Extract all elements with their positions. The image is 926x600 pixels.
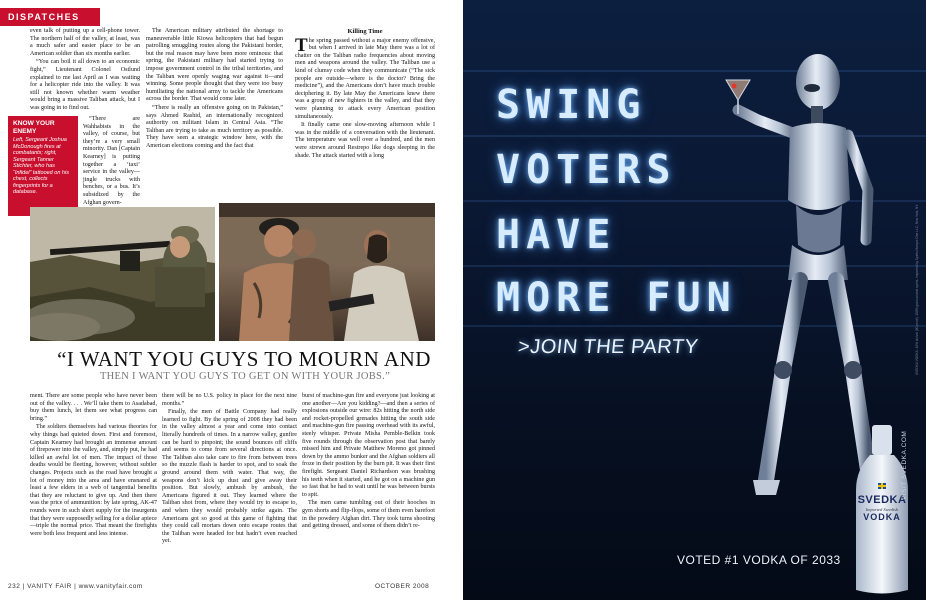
paragraph: The soldiers themselves had various theories for why things had quieted down. First and foremost, Captain Kearney had brought an immense amount of firepower into the valley, and, simply put, he had killed an awful lot of men. The impact of those deaths would be fleeting, however, without subtler changes. Projects such as the road have brought a lot of money into the area and have ensnared at least a few elders in a web of tangential benefits that they are reluctant to give up. And then there was the price of ammunition: by late spring, AK-47 rounds were in such short supply for the insurgents that they were supposedly selling for a dollar apiece—triple the normal price. That meant the firefights were both less frequent and less intense.	[30, 424, 157, 537]
folio-right: OCTOBER 2008	[375, 583, 430, 590]
section-tag: DISPATCHES	[0, 8, 100, 26]
folio-left: 232 | VANITY FAIR | www.vanityfair.com	[8, 583, 143, 590]
vodka-ad-page	[463, 0, 926, 600]
ad-call-to-action: >JOIN THE PARTY	[516, 336, 700, 358]
paragraph: The American military attributed the shortage to maneuverable little Kiowa helicopters that had begun patrolling smuggling routes along the Pakistani border, but the real reason may have been more ominous: that spring, the Pakistani military had started trying to impose government control in the tribal territories, and the Taliban were openly waging war against it—and winning. Some people thought that they were too busy humiliating the national army to tackle the Americans across the border. That would come later.	[146, 28, 283, 103]
bottle-product: VODKA	[863, 512, 901, 522]
ad-headline-line-4: MORE FUN	[496, 275, 737, 321]
ad-tagline: VOTED #1 VODKA OF 2033	[677, 553, 841, 567]
bottle-brand-sub: Imported Swedish	[865, 507, 899, 512]
article-column-1b	[83, 116, 140, 208]
paragraph: “There are Wahhabists in the valley, of course, but they’re a very small minority. Dan [Captain Kearney] is putting together a ‘taxi’ service in the valley—jingle trucks with benches, or a bus. It’s subsidized by the Afghan govern-	[83, 116, 140, 206]
photo-caption	[8, 116, 78, 216]
paragraph: It finally came one slow-moving afternoon while I was in the middle of a conversation with the lieutenant. The temperature was well over a hundred, and the men were strewn around Restrepo like dogs sleeping in the shade. The attack started with a long	[295, 122, 435, 159]
article-column-2	[146, 28, 283, 152]
article-column-b3	[302, 393, 435, 532]
ad-fine-print: SVEDKA VODKA. 40% alc/vol (80 proof). 100% grain neutral spirits. Imported by Spirits Marque One LLC, New York, NY.	[915, 204, 919, 375]
ad-headline-line-3: HAVE	[496, 212, 617, 258]
paragraph: even talk of putting up a cell-phone tower. The northern half of the valley, at least, was a much safer and easier place to be an American soldier than six months earlier.	[30, 28, 140, 57]
paragraph: there will be no U.S. policy in place for the next nine months.”	[162, 393, 297, 407]
bottle-brand: SVEDKA	[857, 494, 907, 506]
photo-tattooed-soldier	[219, 203, 435, 341]
article-column-b1	[30, 393, 157, 539]
paragraph: The spring passed without a major enemy offensive, but when I arrived in late May there was a lot of chatter on the Taliban radio frequencies about moving men and weapons around the valley. The Taliban use a kind of clumsy code when they communicate (“The sick people are outside—where is the doctor? Bring the medicine”), and the Americans don’t have much trouble deciphering it. By late May the Americans knew there was a group of new fighters in the valley, and that they were planning to attack every American position simultaneously.	[295, 34, 435, 120]
pull-quote-sub: THEN I WANT YOU GUYS TO GET ON WITH YOUR JOBS.”	[99, 371, 391, 382]
paragraph: The men came tumbling out of their hooches in gym shorts and flip-flops, some of them even barefoot in the powdery Afghan dirt. They took turns shooting and getting dressed, and some of them didn’t re-	[302, 500, 435, 530]
ad-url: VISIT SVEDKA.COM	[901, 430, 908, 500]
pull-quote-main: “I WANT YOU GUYS TO MOURN AND	[57, 347, 431, 371]
paragraph: “There is really an offensive going on in Pakistan,” says Ahmed Rashid, an internationally recognized authority on militant Islam in Central Asia. “The Taliban are trying to take as much territory as possible. They have seen a strategic window here, with the American elections coming and the fact that	[146, 104, 283, 149]
ad-headline-line-1: SWING	[496, 82, 647, 128]
paragraph: ment. There are some people who have never been out of the valley. . . . We’ll take them to Asadabad, buy them lunch, let them see what progress can bring.”	[30, 393, 157, 422]
article-column-b2	[162, 393, 297, 547]
caption-title: KNOW YOUR ENEMY	[13, 120, 55, 135]
photo-soldier-firing	[30, 207, 215, 341]
ad-headline-line-2: VOTERS	[496, 147, 677, 193]
article-column-3	[295, 28, 435, 161]
paragraph: burst of machine-gun fire and everyone just looking at one another—Are you kidding?—and then a series of explosions outside our wire: 82s hitting the north side and rocket-propelled grenades hitting the south side and machine-gun fire passing overhead with its awful, steely whisper. Private Misha Pemble-Belkin took five rounds through the observation post that barely missed him and Private Matthew Moreno got pinned down by the ammo bunker and the Afghan soldiers all froze in their position by the burn pit. It was their first firefight. Sergeant Daniel Richardson was brushing his teeth when it started, and he got on a machine gun so fast that he had to wait until he was between bursts to spit.	[302, 393, 435, 498]
paragraph: “You can boil it all down to an economic fight,” Lieutenant Colonel Ostlund explained to me last April as I was waiting for a helicopter ride into the valley. It was still not known whether warm weather would bring a massive Taliban attack, but I was going in to find out.	[30, 59, 140, 111]
article-column-1	[30, 28, 140, 114]
section-subhead: Killing Time	[347, 28, 383, 35]
caption-body: Left, Sergeant Joshua McDonough fires at combatants; right, Sergeant Tanner Stichter, who has “Infidel” tattooed on his chest, collects fingerprints for a database.	[13, 137, 69, 196]
paragraph: Finally, the men of Battle Company had really learned to fight. By the spring of 2008 they had been in the valley almost a year and come into contact literally hundreds of times. In a narrow valley, gunfire can be hard to pinpoint; the sound bounces off cliffs and seems to come from several directions at once. The Taliban also take care to fire from between trees so the muzzle flash is harder to spot, and to soak the ground around them with water. That way, the weapons don’t kick up dust and give away their position. But slowly, ambush by ambush, the Americans figured it out. They learned where the Taliban shot from, where they would try to escape to, and when they would probably strike again. The Americans got so good at this game of fighting that they could call mortars down onto escape routes that the Taliban were headed for but hadn’t even reached yet.	[162, 409, 297, 545]
drop-cap: T	[295, 34, 308, 56]
